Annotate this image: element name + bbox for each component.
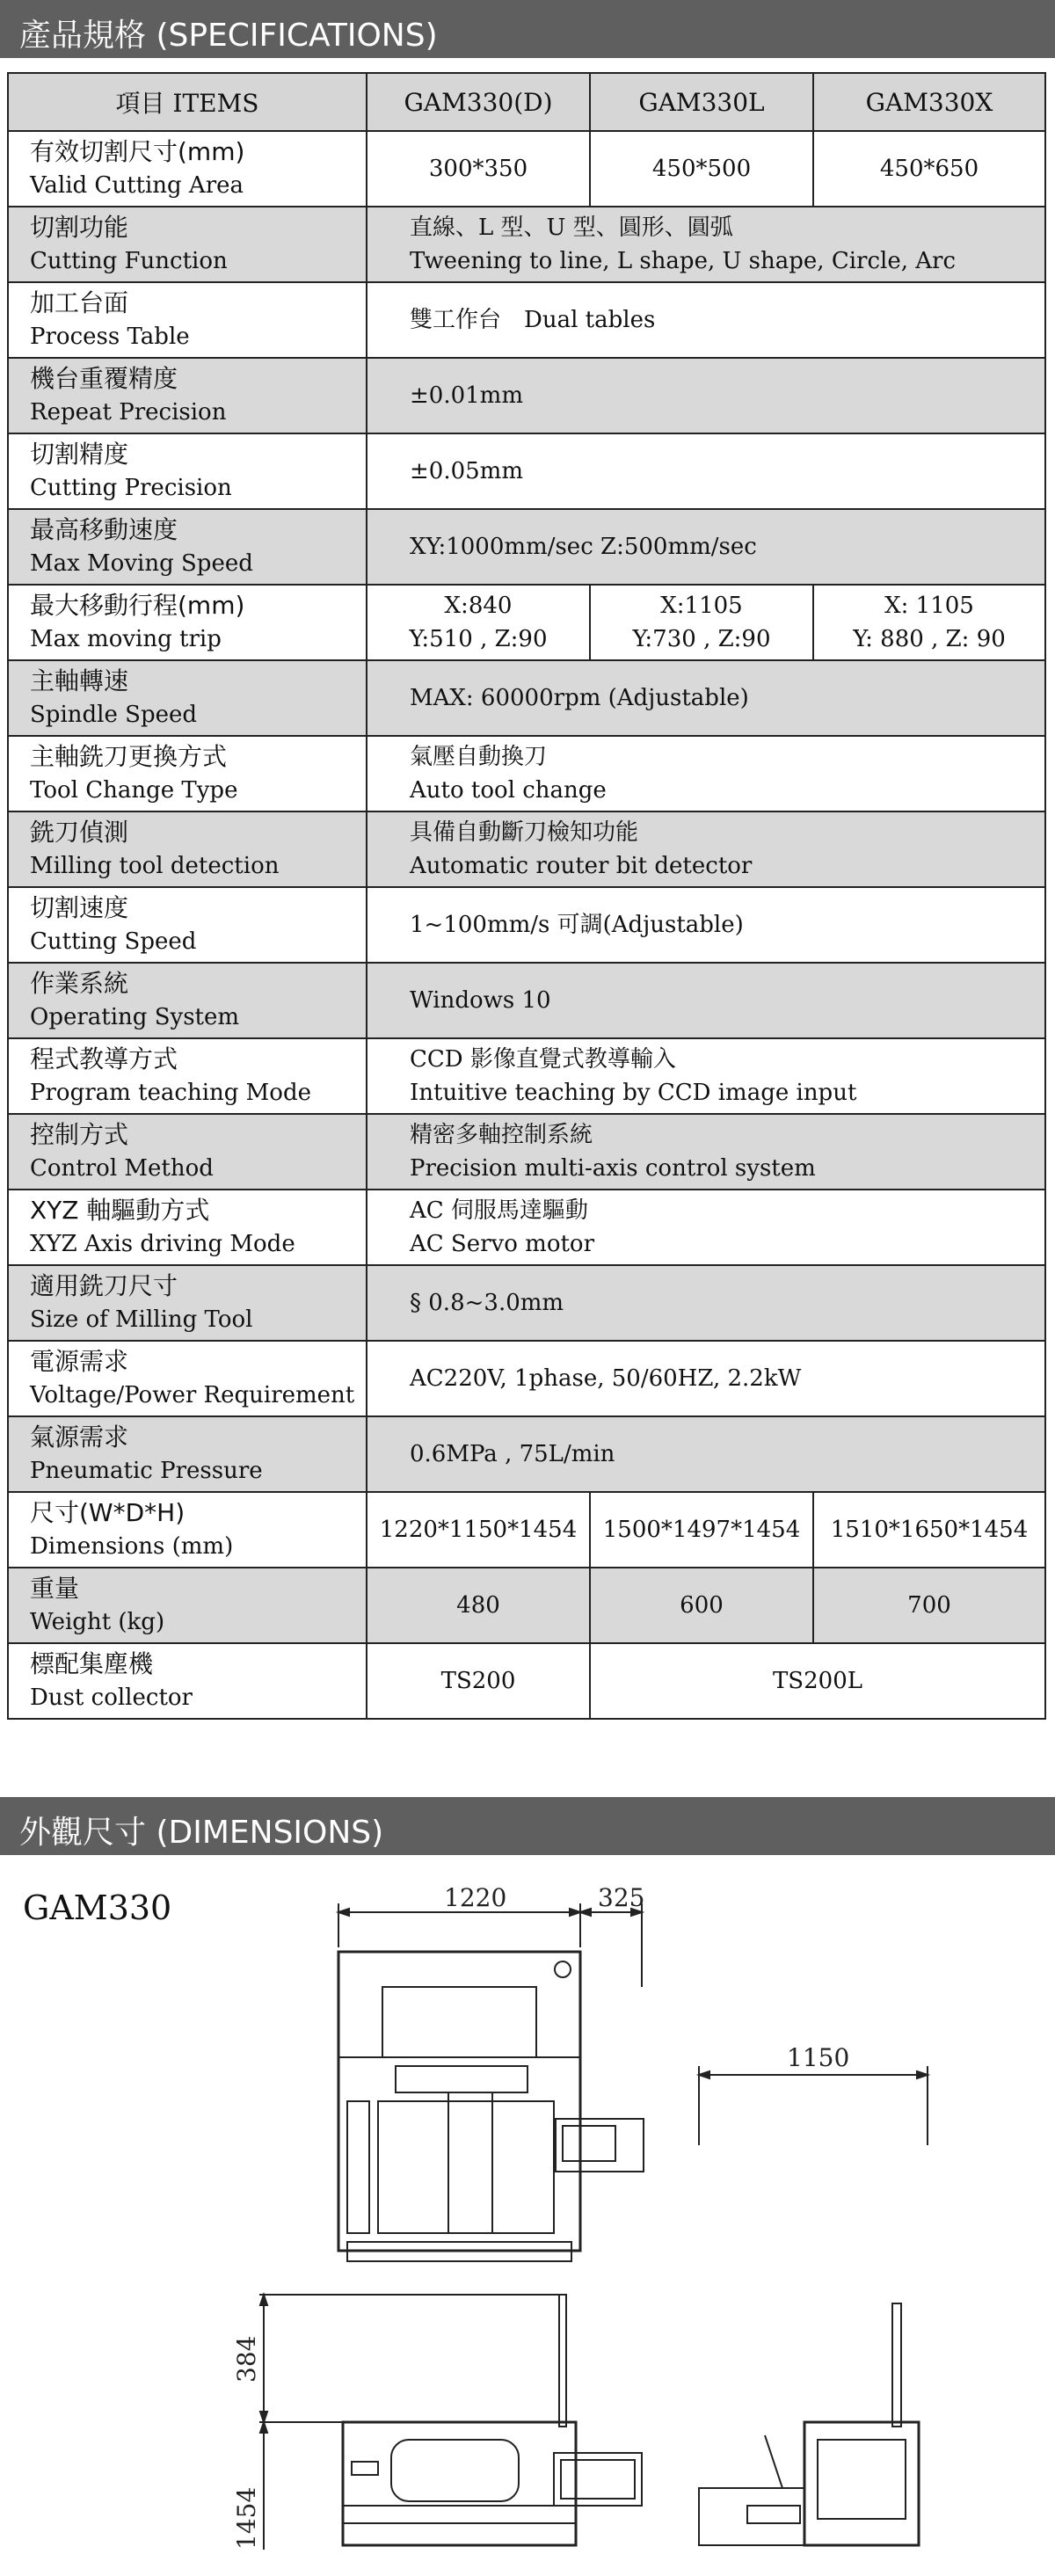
table-row <box>8 1416 1045 1492</box>
dim-side-depth: 1150 <box>787 2043 850 2072</box>
item-cell <box>8 585 367 660</box>
item-label-zh: 切割精度 <box>30 440 129 469</box>
value-line: XY:1000mm/sec Z:500mm/sec <box>410 534 757 560</box>
value-line: X: 1105 <box>884 593 974 619</box>
item-label-zh: 氣源需求 <box>30 1423 129 1452</box>
value-line: Tweening to line, L shape, U shape, Circle, Arc <box>410 248 957 274</box>
value-cell: 480 <box>367 1568 590 1643</box>
item-label-zh: 控制方式 <box>30 1120 129 1149</box>
value-line: AC 伺服馬達驅動 <box>410 1197 588 1224</box>
value-line: AC220V, 1phase, 50/60HZ, 2.2kW <box>410 1365 802 1392</box>
table-header-row <box>8 73 1045 131</box>
value-cell <box>367 887 1045 963</box>
value-cell: 1220*1150*1454 <box>367 1492 590 1568</box>
item-label-zh: 切割功能 <box>30 213 129 242</box>
item-cell <box>8 1416 367 1492</box>
item-label-zh: 主軸銑刀更換方式 <box>30 742 228 771</box>
front-view <box>232 2295 642 2550</box>
item-label-en: Operating System <box>30 1004 240 1030</box>
item-cell <box>8 811 367 887</box>
value-cell: 1500*1497*1454 <box>590 1492 813 1568</box>
side-view <box>699 2043 928 2545</box>
item-cell <box>8 1190 367 1265</box>
item-label-zh: 重量 <box>30 1574 80 1603</box>
dim-top-offset: 325 <box>598 1883 645 1912</box>
item-label-en: Repeat Precision <box>30 399 227 426</box>
item-label-zh: XYZ 軸驅動方式 <box>30 1196 210 1225</box>
value-line: 精密多軸控制系統 <box>410 1122 593 1148</box>
item-cell <box>8 207 367 282</box>
value-line: 0.6MPa , 75L/min <box>410 1441 615 1467</box>
value-cell <box>367 1114 1045 1190</box>
value-line: Y: 880 , Z: 90 <box>853 626 1006 652</box>
table-row <box>8 1114 1045 1190</box>
value-line: Automatic router bit detector <box>410 853 753 879</box>
table-row <box>8 1643 1045 1719</box>
table-row <box>8 1038 1045 1114</box>
value-line: Windows 10 <box>410 987 551 1014</box>
value-cell <box>367 660 1045 736</box>
top-view <box>338 1883 644 2261</box>
item-label-zh: 銑刀偵測 <box>30 818 129 847</box>
table-row <box>8 131 1045 207</box>
item-label-zh: 最高移動速度 <box>30 515 178 544</box>
item-cell <box>8 887 367 963</box>
item-label-en: Max Moving Speed <box>30 550 253 577</box>
item-cell <box>8 131 367 207</box>
value-line: 氣壓自動換刀 <box>410 744 548 770</box>
value-cell <box>367 1038 1045 1114</box>
value-cell <box>813 585 1045 660</box>
table-row <box>8 660 1045 736</box>
table-row <box>8 1568 1045 1643</box>
spec-table <box>7 72 1046 1720</box>
item-label-en: Cutting Function <box>30 248 228 274</box>
value-line: 1~100mm/s 可調(Adjustable) <box>410 912 744 938</box>
table-row <box>8 736 1045 811</box>
value-line: CCD 影像直覺式教導輸入 <box>410 1046 676 1073</box>
item-cell <box>8 1265 367 1341</box>
item-label-zh: 最大移動行程(mm) <box>30 591 245 620</box>
item-label-en: XYZ Axis driving Mode <box>30 1231 295 1257</box>
value-cell: TS200 <box>367 1643 590 1719</box>
table-row <box>8 282 1045 358</box>
item-cell <box>8 509 367 585</box>
value-line: MAX: 60000rpm (Adjustable) <box>410 685 749 711</box>
value-line: ±0.01mm <box>410 382 523 409</box>
item-cell <box>8 1643 367 1719</box>
table-row <box>8 433 1045 509</box>
item-label-zh: 機台重覆精度 <box>30 364 178 393</box>
dim-section-title: 外觀尺寸 (DIMENSIONS) <box>19 1815 384 1851</box>
item-label-en: Size of Milling Tool <box>30 1306 253 1333</box>
table-row <box>8 1265 1045 1341</box>
item-label-en: Max moving trip <box>30 626 222 652</box>
item-label-en: Cutting Speed <box>30 928 197 955</box>
value-cell <box>590 585 813 660</box>
table-row <box>8 963 1045 1038</box>
item-label-en: Program teaching Mode <box>30 1080 311 1106</box>
table-row <box>8 207 1045 282</box>
value-cell <box>367 963 1045 1038</box>
item-label-zh: 加工台面 <box>30 288 129 317</box>
item-label-zh: 切割速度 <box>30 893 129 922</box>
item-label-en: Control Method <box>30 1155 214 1182</box>
item-label-zh: 尺寸(W*D*H) <box>30 1498 186 1527</box>
value-cell <box>367 1416 1045 1492</box>
value-cell <box>367 433 1045 509</box>
table-row <box>8 509 1045 585</box>
value-line: 直線、L 型、U 型、圓形、圓弧 <box>410 215 733 241</box>
item-cell <box>8 433 367 509</box>
value-cell: 600 <box>590 1568 813 1643</box>
value-line: § 0.8~3.0mm <box>410 1290 564 1316</box>
value-line: Intuitive teaching by CCD image input <box>410 1080 857 1106</box>
value-cell <box>367 585 590 660</box>
table-row <box>8 887 1045 963</box>
item-label-en: Milling tool detection <box>30 853 280 879</box>
item-label-en: Voltage/Power Requirement <box>30 1382 355 1408</box>
value-line: Y:730 , Z:90 <box>632 626 771 652</box>
value-line: X:840 <box>444 593 513 619</box>
dim-section-header <box>0 1797 1055 1855</box>
spec-section-title: 產品規格 (SPECIFICATIONS) <box>19 18 438 54</box>
table-row <box>8 585 1045 660</box>
item-cell <box>8 736 367 811</box>
table-row <box>8 1190 1045 1265</box>
value-line: Precision multi-axis control system <box>410 1155 816 1182</box>
header-items: 項目 ITEMS <box>8 73 367 131</box>
value-cell: 1510*1650*1454 <box>813 1492 1045 1568</box>
item-cell <box>8 1492 367 1568</box>
item-cell <box>8 963 367 1038</box>
item-cell <box>8 1341 367 1416</box>
table-row <box>8 1492 1045 1568</box>
value-line: X:1105 <box>660 593 743 619</box>
value-cell <box>367 207 1045 282</box>
item-label-en: Tool Change Type <box>30 777 238 804</box>
item-label-en: Weight (kg) <box>30 1609 165 1635</box>
table-row <box>8 1341 1045 1416</box>
item-cell <box>8 1038 367 1114</box>
header-gam330x: GAM330X <box>813 73 1045 131</box>
value-cell <box>367 358 1045 433</box>
value-line: AC Servo motor <box>410 1231 595 1257</box>
item-label-zh: 程式教導方式 <box>30 1044 178 1073</box>
item-label-en: Spindle Speed <box>30 702 197 728</box>
item-label-en: Process Table <box>30 324 190 350</box>
item-label-zh: 電源需求 <box>30 1347 129 1376</box>
model-label: GAM330 <box>23 1888 172 1927</box>
value-cell: TS200L <box>590 1643 1045 1719</box>
value-cell <box>367 736 1045 811</box>
item-cell <box>8 1114 367 1190</box>
item-label-en: Pneumatic Pressure <box>30 1458 263 1484</box>
item-label-zh: 作業系統 <box>30 969 129 998</box>
value-cell <box>367 509 1045 585</box>
item-label-zh: 標配集塵機 <box>30 1649 154 1678</box>
dim-height-main: 1454 <box>232 2486 261 2550</box>
value-cell: 700 <box>813 1568 1045 1643</box>
item-cell <box>8 1568 367 1643</box>
header-gam330d: GAM330(D) <box>367 73 590 131</box>
item-label-zh: 主軸轉速 <box>30 666 129 695</box>
value-line: Y:510 , Z:90 <box>409 626 548 652</box>
header-gam330l: GAM330L <box>590 73 813 131</box>
value-cell <box>367 1265 1045 1341</box>
value-cell <box>367 1341 1045 1416</box>
value-line: 具備自動斷刀檢知功能 <box>410 819 639 846</box>
value-cell <box>367 282 1045 358</box>
item-cell <box>8 358 367 433</box>
value-cell <box>367 1190 1045 1265</box>
item-label-zh: 適用銑刀尺寸 <box>30 1271 178 1300</box>
item-cell <box>8 660 367 736</box>
item-cell <box>8 282 367 358</box>
value-line: Auto tool change <box>410 777 607 804</box>
value-cell: 450*650 <box>813 131 1045 207</box>
table-row <box>8 811 1045 887</box>
value-cell: 300*350 <box>367 131 590 207</box>
dim-top-width: 1220 <box>444 1883 507 1912</box>
dimension-drawings <box>0 1855 1055 2558</box>
item-label-zh: 有效切割尺寸(mm) <box>30 137 245 166</box>
spec-section-header <box>0 0 1055 58</box>
dim-height-top: 384 <box>232 2335 261 2383</box>
item-label-en: Cutting Precision <box>30 475 232 501</box>
value-line: 雙工作台 Dual tables <box>410 307 656 333</box>
item-label-en: Valid Cutting Area <box>30 172 244 199</box>
table-row <box>8 358 1045 433</box>
value-line: ±0.05mm <box>410 458 523 484</box>
item-label-en: Dimensions (mm) <box>30 1533 234 1560</box>
value-cell <box>367 811 1045 887</box>
item-label-en: Dust collector <box>30 1685 193 1711</box>
value-cell: 450*500 <box>590 131 813 207</box>
